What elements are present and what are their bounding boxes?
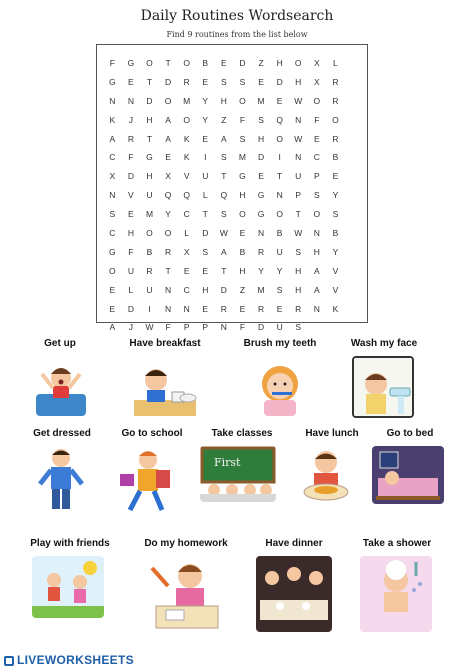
grid-letter[interactable]: H	[313, 246, 320, 257]
activity-label: Play with friends	[30, 538, 110, 549]
grid-letter[interactable]: C	[183, 284, 190, 295]
grid-letter[interactable]: E	[202, 265, 209, 276]
grid-letter[interactable]: E	[128, 76, 134, 87]
card-have-dinner	[252, 538, 336, 549]
card-have-breakfast	[120, 338, 210, 349]
grid-letter[interactable]: T	[202, 209, 208, 220]
grid-letter[interactable]: R	[220, 303, 227, 314]
grid-letter[interactable]: I	[204, 152, 207, 163]
activity-label: Go to bed	[386, 428, 434, 439]
grid-letter[interactable]: U	[127, 265, 134, 276]
letter-grid	[103, 54, 345, 337]
grid-letter[interactable]: O	[183, 58, 190, 68]
blackboard-text: First	[214, 456, 241, 469]
grid-letter[interactable]: B	[276, 228, 283, 239]
grid-letter[interactable]: V	[332, 284, 339, 295]
grid-letter[interactable]: H	[202, 284, 209, 295]
grid-letter[interactable]: T	[295, 209, 301, 220]
card-get-up	[20, 338, 100, 349]
grid-letter[interactable]: P	[313, 171, 320, 182]
grid-letter[interactable]: L	[128, 284, 134, 295]
grid-letter[interactable]: U	[146, 284, 153, 295]
grid-letter[interactable]: O	[239, 209, 246, 220]
grid-letter[interactable]: U	[202, 171, 209, 182]
grid-letter[interactable]: Z	[221, 114, 227, 125]
grid-letter[interactable]: V	[332, 265, 339, 276]
grid-letter[interactable]: E	[332, 171, 339, 182]
grid-letter[interactable]: P	[183, 322, 190, 333]
grid-letter[interactable]: K	[183, 152, 190, 163]
grid-letter[interactable]: E	[202, 303, 209, 314]
grid-letter[interactable]: R	[146, 265, 153, 276]
grid-letter[interactable]: G	[108, 76, 116, 87]
grid-letter[interactable]: Q	[183, 190, 190, 201]
activity-label: Go to school	[121, 428, 183, 439]
grid-letter[interactable]: U	[295, 171, 302, 182]
card-go-to-bed	[378, 428, 442, 439]
grid-letter[interactable]: T	[165, 58, 171, 68]
grid-letter[interactable]: K	[183, 133, 190, 144]
grid-letter[interactable]: B	[202, 58, 209, 68]
grid-letter[interactable]: L	[333, 58, 338, 68]
card-get-dressed	[20, 428, 104, 439]
get-up-picture	[34, 356, 88, 418]
grid-letter[interactable]: K	[332, 303, 339, 314]
grid-letter[interactable]: R	[165, 246, 172, 257]
grid-letter[interactable]: O	[276, 209, 283, 220]
grid-letter[interactable]: V	[183, 171, 190, 182]
grid-letter[interactable]: V	[128, 190, 134, 201]
grid-letter[interactable]: S	[295, 322, 302, 333]
grid-letter[interactable]: L	[202, 190, 208, 201]
grid-letter[interactable]: E	[276, 303, 283, 314]
activity-label: Wash my face	[350, 338, 418, 349]
grid-letter[interactable]: X	[313, 76, 320, 87]
grid-letter[interactable]: W	[219, 228, 228, 239]
wordsearch-grid	[96, 44, 368, 333]
grid-letter[interactable]: L	[184, 228, 190, 239]
grid-letter[interactable]: T	[221, 265, 227, 276]
grid-letter[interactable]: S	[109, 209, 116, 220]
grid-letter[interactable]: C	[313, 152, 320, 163]
grid-letter[interactable]: Y	[202, 114, 209, 125]
activity-label: Do my homework	[144, 538, 228, 549]
grid-letter[interactable]: D	[257, 322, 265, 333]
grid-letter[interactable]: Z	[239, 284, 246, 295]
grid-letter[interactable]: A	[313, 265, 320, 276]
grid-letter[interactable]: H	[220, 95, 227, 106]
grid-letter[interactable]: E	[183, 265, 190, 276]
grid-letter[interactable]: O	[164, 228, 172, 239]
grid-letter[interactable]: K	[109, 114, 116, 125]
grid-letter[interactable]: H	[146, 171, 153, 182]
card-brush-my-teeth	[234, 338, 326, 349]
activity-label: Get up	[44, 338, 76, 349]
grid-letter[interactable]: O	[313, 209, 321, 220]
grid-letter[interactable]: G	[257, 190, 265, 201]
grid-letter[interactable]: A	[221, 133, 227, 144]
card-have-lunch	[292, 428, 372, 439]
grid-letter[interactable]: I	[148, 303, 151, 314]
grid-letter[interactable]: B	[332, 228, 339, 239]
grid-letter[interactable]: E	[258, 171, 264, 182]
have-dinner-picture	[256, 556, 332, 632]
grid-letter[interactable]: N	[109, 190, 116, 201]
grid-letter[interactable]: Z	[258, 58, 264, 68]
grid-letter[interactable]: A	[109, 322, 116, 333]
grid-letter[interactable]: U	[146, 190, 153, 201]
grid-letter[interactable]: O	[294, 58, 302, 68]
grid-letter[interactable]: E	[109, 303, 116, 314]
grid-letter[interactable]: D	[127, 303, 134, 314]
grid-letter[interactable]: N	[313, 303, 320, 314]
grid-letter[interactable]: E	[239, 303, 246, 314]
grid-letter[interactable]: W	[294, 228, 303, 239]
grid-letter[interactable]: H	[239, 265, 246, 276]
grid-letter[interactable]: D	[276, 76, 283, 87]
grid-letter[interactable]: O	[108, 265, 116, 276]
grid-letter[interactable]: J	[128, 322, 134, 333]
grid-letter[interactable]: N	[109, 95, 116, 106]
grid-letter[interactable]: Q	[276, 114, 283, 125]
grid-letter[interactable]: X	[165, 171, 171, 182]
grid-letter[interactable]: O	[332, 114, 339, 125]
grid-letter[interactable]: G	[257, 209, 265, 220]
grid-letter[interactable]: E	[276, 95, 283, 106]
grid-letter[interactable]: N	[165, 284, 172, 295]
grid-letter[interactable]: R	[332, 76, 339, 87]
wash-my-face-picture	[352, 356, 414, 418]
grid-letter[interactable]: E	[221, 58, 227, 68]
activity-label: Have lunch	[305, 428, 359, 439]
grid-letter[interactable]: R	[127, 133, 134, 144]
grid-letter[interactable]: X	[109, 171, 116, 182]
grid-letter[interactable]: S	[202, 246, 209, 257]
grid-letter[interactable]: D	[127, 171, 134, 182]
grid-letter[interactable]: D	[146, 95, 153, 106]
grid-letter[interactable]: W	[145, 322, 154, 333]
grid-letter[interactable]: I	[278, 152, 281, 163]
grid-letter[interactable]: C	[109, 228, 116, 239]
take-classes-picture	[200, 446, 276, 502]
grid-letter[interactable]: E	[258, 76, 264, 87]
grid-letter[interactable]: Y	[165, 209, 171, 220]
grid-letter[interactable]: E	[202, 76, 209, 87]
grid-letter[interactable]: N	[220, 322, 227, 333]
activity-label: Take classes	[211, 428, 273, 439]
grid-letter[interactable]: F	[128, 246, 134, 257]
have-lunch-picture	[296, 446, 356, 504]
go-to-school-picture	[116, 446, 176, 516]
grid-letter[interactable]: E	[239, 228, 246, 239]
grid-letter[interactable]: Y	[258, 265, 264, 276]
activity-label: Get dressed	[33, 428, 91, 439]
grid-letter[interactable]: E	[165, 152, 171, 163]
grid-letter[interactable]: T	[221, 171, 227, 182]
grid-letter[interactable]: F	[109, 58, 115, 68]
card-do-my-homework	[138, 538, 234, 549]
grid-letter[interactable]: R	[332, 133, 339, 144]
grid-letter[interactable]: S	[295, 246, 302, 257]
grid-letter[interactable]: R	[332, 95, 339, 106]
grid-letter[interactable]: H	[295, 265, 302, 276]
grid-letter[interactable]: M	[257, 284, 265, 295]
grid-letter[interactable]: Y	[276, 265, 283, 276]
grid-letter[interactable]: B	[239, 246, 246, 257]
grid-letter[interactable]: W	[294, 95, 303, 106]
grid-letter[interactable]: F	[314, 114, 320, 125]
play-with-friends-picture	[32, 556, 104, 618]
grid-letter[interactable]: D	[220, 284, 227, 295]
grid-letter[interactable]: N	[257, 228, 265, 239]
grid-letter[interactable]: S	[239, 76, 246, 87]
grid-letter[interactable]: Y	[332, 190, 339, 201]
grid-letter[interactable]: O	[239, 95, 246, 106]
brand-text: LIVEWORKSHEETS	[17, 653, 134, 667]
grid-letter[interactable]: M	[145, 209, 154, 220]
grid-letter[interactable]: U	[276, 246, 283, 257]
grid-letter[interactable]: R	[257, 303, 265, 314]
grid-letter[interactable]: E	[202, 133, 209, 144]
grid-letter[interactable]: E	[128, 209, 134, 220]
grid-letter[interactable]: R	[257, 246, 265, 257]
grid-letter[interactable]: Q	[164, 190, 172, 201]
grid-letter[interactable]: H	[295, 284, 302, 295]
card-go-to-school	[110, 428, 194, 439]
grid-letter[interactable]: F	[128, 152, 134, 163]
grid-letter[interactable]: N	[276, 190, 283, 201]
grid-letter[interactable]: H	[257, 133, 265, 144]
grid-letter[interactable]: Q	[220, 190, 228, 201]
grid-letter[interactable]: S	[221, 76, 227, 87]
grid-letter[interactable]: R	[295, 303, 302, 314]
grid-letter[interactable]: G	[146, 152, 153, 163]
grid-letter[interactable]: N	[183, 303, 190, 314]
activity-label: Brush my teeth	[243, 338, 317, 349]
grid-letter[interactable]: G	[239, 171, 246, 182]
grid-letter[interactable]: B	[332, 152, 339, 163]
grid-letter[interactable]: M	[183, 95, 191, 106]
grid-letter[interactable]: H	[146, 114, 153, 125]
grid-letter[interactable]: S	[221, 152, 227, 163]
grid-letter[interactable]: P	[295, 190, 302, 201]
grid-letter[interactable]: E	[109, 284, 116, 295]
grid-letter[interactable]: F	[239, 114, 246, 125]
grid-letter[interactable]: G	[127, 58, 135, 68]
grid-letter[interactable]: F	[239, 322, 246, 333]
take-a-shower-picture	[360, 556, 432, 632]
grid-letter[interactable]: M	[238, 152, 246, 163]
get-dressed-picture	[36, 446, 86, 516]
card-take-a-shower	[352, 538, 442, 549]
grid-letter[interactable]: D	[257, 152, 265, 163]
grid-letter[interactable]: D	[165, 76, 172, 87]
grid-letter[interactable]: J	[128, 114, 134, 125]
have-breakfast-picture	[132, 356, 198, 418]
grid-letter[interactable]: O	[146, 58, 153, 68]
grid-letter[interactable]: T	[146, 76, 153, 87]
grid-letter[interactable]: Y	[202, 95, 209, 106]
liveworksheets-logo	[4, 653, 134, 667]
activity-label: Take a shower	[362, 538, 432, 549]
footer-bar	[0, 652, 474, 670]
card-take-classes	[200, 428, 284, 439]
grid-letter[interactable]: O	[183, 114, 190, 125]
worksheet-title: Daily Routines Wordsearch	[140, 8, 334, 24]
grid-letter[interactable]: P	[202, 322, 209, 333]
grid-letter[interactable]: N	[295, 114, 302, 125]
grid-letter[interactable]: A	[313, 284, 320, 295]
grid-letter[interactable]: H	[239, 190, 246, 201]
grid-letter[interactable]: S	[221, 209, 227, 220]
grid-letter[interactable]: S	[258, 114, 264, 125]
grid-letter[interactable]: O	[276, 133, 283, 144]
activity-label: Have dinner	[265, 538, 323, 549]
grid-letter[interactable]: A	[165, 114, 171, 125]
grid-letter[interactable]: D	[239, 58, 246, 68]
grid-letter[interactable]: N	[313, 228, 320, 239]
activity-label: Have breakfast	[129, 338, 201, 349]
grid-letter[interactable]: X	[183, 246, 190, 257]
grid-letter[interactable]: X	[313, 58, 320, 68]
grid-letter[interactable]: W	[294, 133, 303, 144]
grid-letter[interactable]: R	[183, 76, 190, 87]
card-play-with-friends	[20, 538, 120, 549]
grid-letter[interactable]: M	[257, 95, 265, 106]
grid-letter[interactable]: E	[313, 133, 320, 144]
grid-letter[interactable]: B	[146, 246, 153, 257]
grid-letter[interactable]: D	[202, 228, 209, 239]
grid-letter[interactable]: S	[239, 133, 246, 144]
grid-letter[interactable]: T	[277, 171, 283, 182]
grid-letter[interactable]: O	[164, 95, 172, 106]
grid-letter[interactable]: N	[295, 152, 302, 163]
grid-letter[interactable]: G	[108, 246, 116, 257]
grid-letter[interactable]: Y	[332, 246, 339, 257]
grid-letter[interactable]: A	[221, 246, 227, 257]
grid-letter[interactable]: F	[165, 322, 171, 333]
do-my-homework-picture	[150, 556, 224, 632]
grid-letter[interactable]: S	[332, 209, 339, 220]
grid-letter[interactable]: H	[295, 76, 302, 87]
grid-letter[interactable]: A	[109, 133, 116, 144]
grid-letter[interactable]: C	[183, 209, 190, 220]
grid-letter[interactable]: T	[165, 265, 171, 276]
grid-letter[interactable]: U	[276, 322, 283, 333]
grid-letter[interactable]: C	[109, 152, 116, 163]
grid-letter[interactable]: O	[313, 95, 321, 106]
grid-letter[interactable]: T	[146, 133, 153, 144]
card-wash-my-face	[344, 338, 424, 349]
grid-letter[interactable]: H	[276, 58, 283, 68]
grid-letter[interactable]: S	[276, 284, 283, 295]
brush-my-teeth-picture	[250, 356, 310, 418]
go-to-bed-picture	[372, 446, 444, 504]
grid-letter[interactable]: N	[127, 95, 134, 106]
worksheet-instructions: Find 9 routines from the list below	[166, 30, 308, 39]
liveworksheets-icon	[4, 656, 14, 666]
grid-letter[interactable]: O	[146, 228, 153, 239]
grid-letter[interactable]: H	[127, 228, 134, 239]
grid-letter[interactable]: N	[165, 303, 172, 314]
grid-letter[interactable]: S	[313, 190, 320, 201]
grid-letter[interactable]: A	[165, 133, 171, 144]
